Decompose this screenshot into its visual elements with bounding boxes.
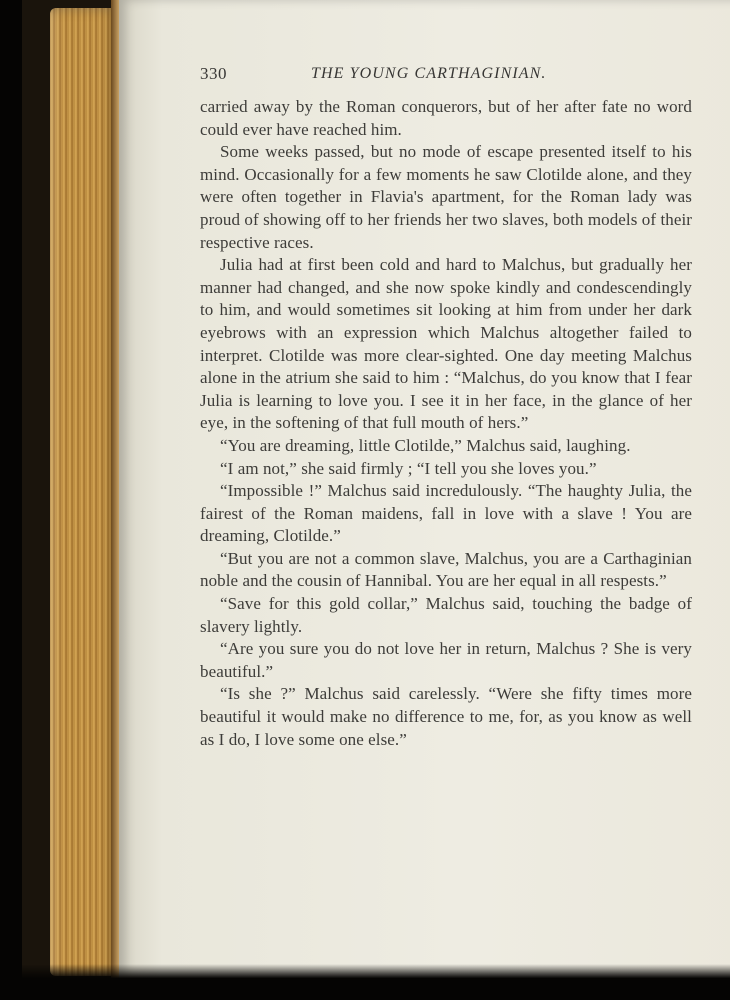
paragraph-4: “You are dreaming, little Clotilde,” Malchus said, laughing.: [220, 435, 631, 455]
page-number: 330: [200, 64, 227, 83]
paragraph-6: “Impossible !” Malchus said incredulously. “The haughty Julia, the fairest of the Roman maidens, fall in love with a slave ! You are dreaming, Clotilde.”: [200, 481, 692, 546]
paragraph-8: “Save for this gold collar,” Malchus said, touching the badge of slavery lightly.: [200, 594, 692, 636]
running-title: THE YOUNG CARTHAGINIAN.: [311, 65, 547, 82]
paragraph-2: Some weeks passed, but no mode of escape presented itself to his mind. Occasionally for a few moments he saw Clotilde alone, and they were often together in Flavia's apartment, for the Roman lady was proud of showing off to her friends her two slaves, both models of their respective races.: [200, 142, 692, 252]
page-bottom-shadow: [22, 964, 730, 990]
paragraph-3: Julia had at first been cold and hard to Malchus, but gradually her manner had changed, and she now spoke kindly and condescendingly to him, and would sometimes sit looking at him from under her dark eyebrows with an expression which Malchus altogether failed to interpret. Clotilde was more clear-sighted. One day meeting Malchus alone in the atrium she said to him : “Malchus, do you know that I fear Julia is learning to love you. I see it in her face, in the glance of her eye, in the softening of that full mouth of hers.”: [200, 255, 692, 433]
book-volume: [22, 0, 730, 990]
paragraph-10: “Is she ?” Malchus said carelessly. “Were she fifty times more beautiful it would make no difference to me, for, as you know as well as I do, I love some one else.”: [200, 684, 692, 749]
page-header: [200, 62, 690, 86]
paragraph-7: “But you are not a common slave, Malchus, you are a Carthaginian noble and the cousin of Hannibal. You are her equal in all respests.”: [200, 548, 692, 591]
page-edge: [50, 8, 120, 976]
paragraph-5: “I am not,” she said firmly ; “I tell you she loves you.”: [220, 458, 597, 478]
book-page: [118, 0, 730, 978]
paragraph-9: “Are you sure you do not love her in return, Malchus ? She is very beautiful.”: [200, 639, 692, 681]
paragraph-1: carried away by the Roman conquerors, but of her after fate no word could ever have reached him.: [200, 97, 692, 139]
page-text: [200, 96, 692, 751]
